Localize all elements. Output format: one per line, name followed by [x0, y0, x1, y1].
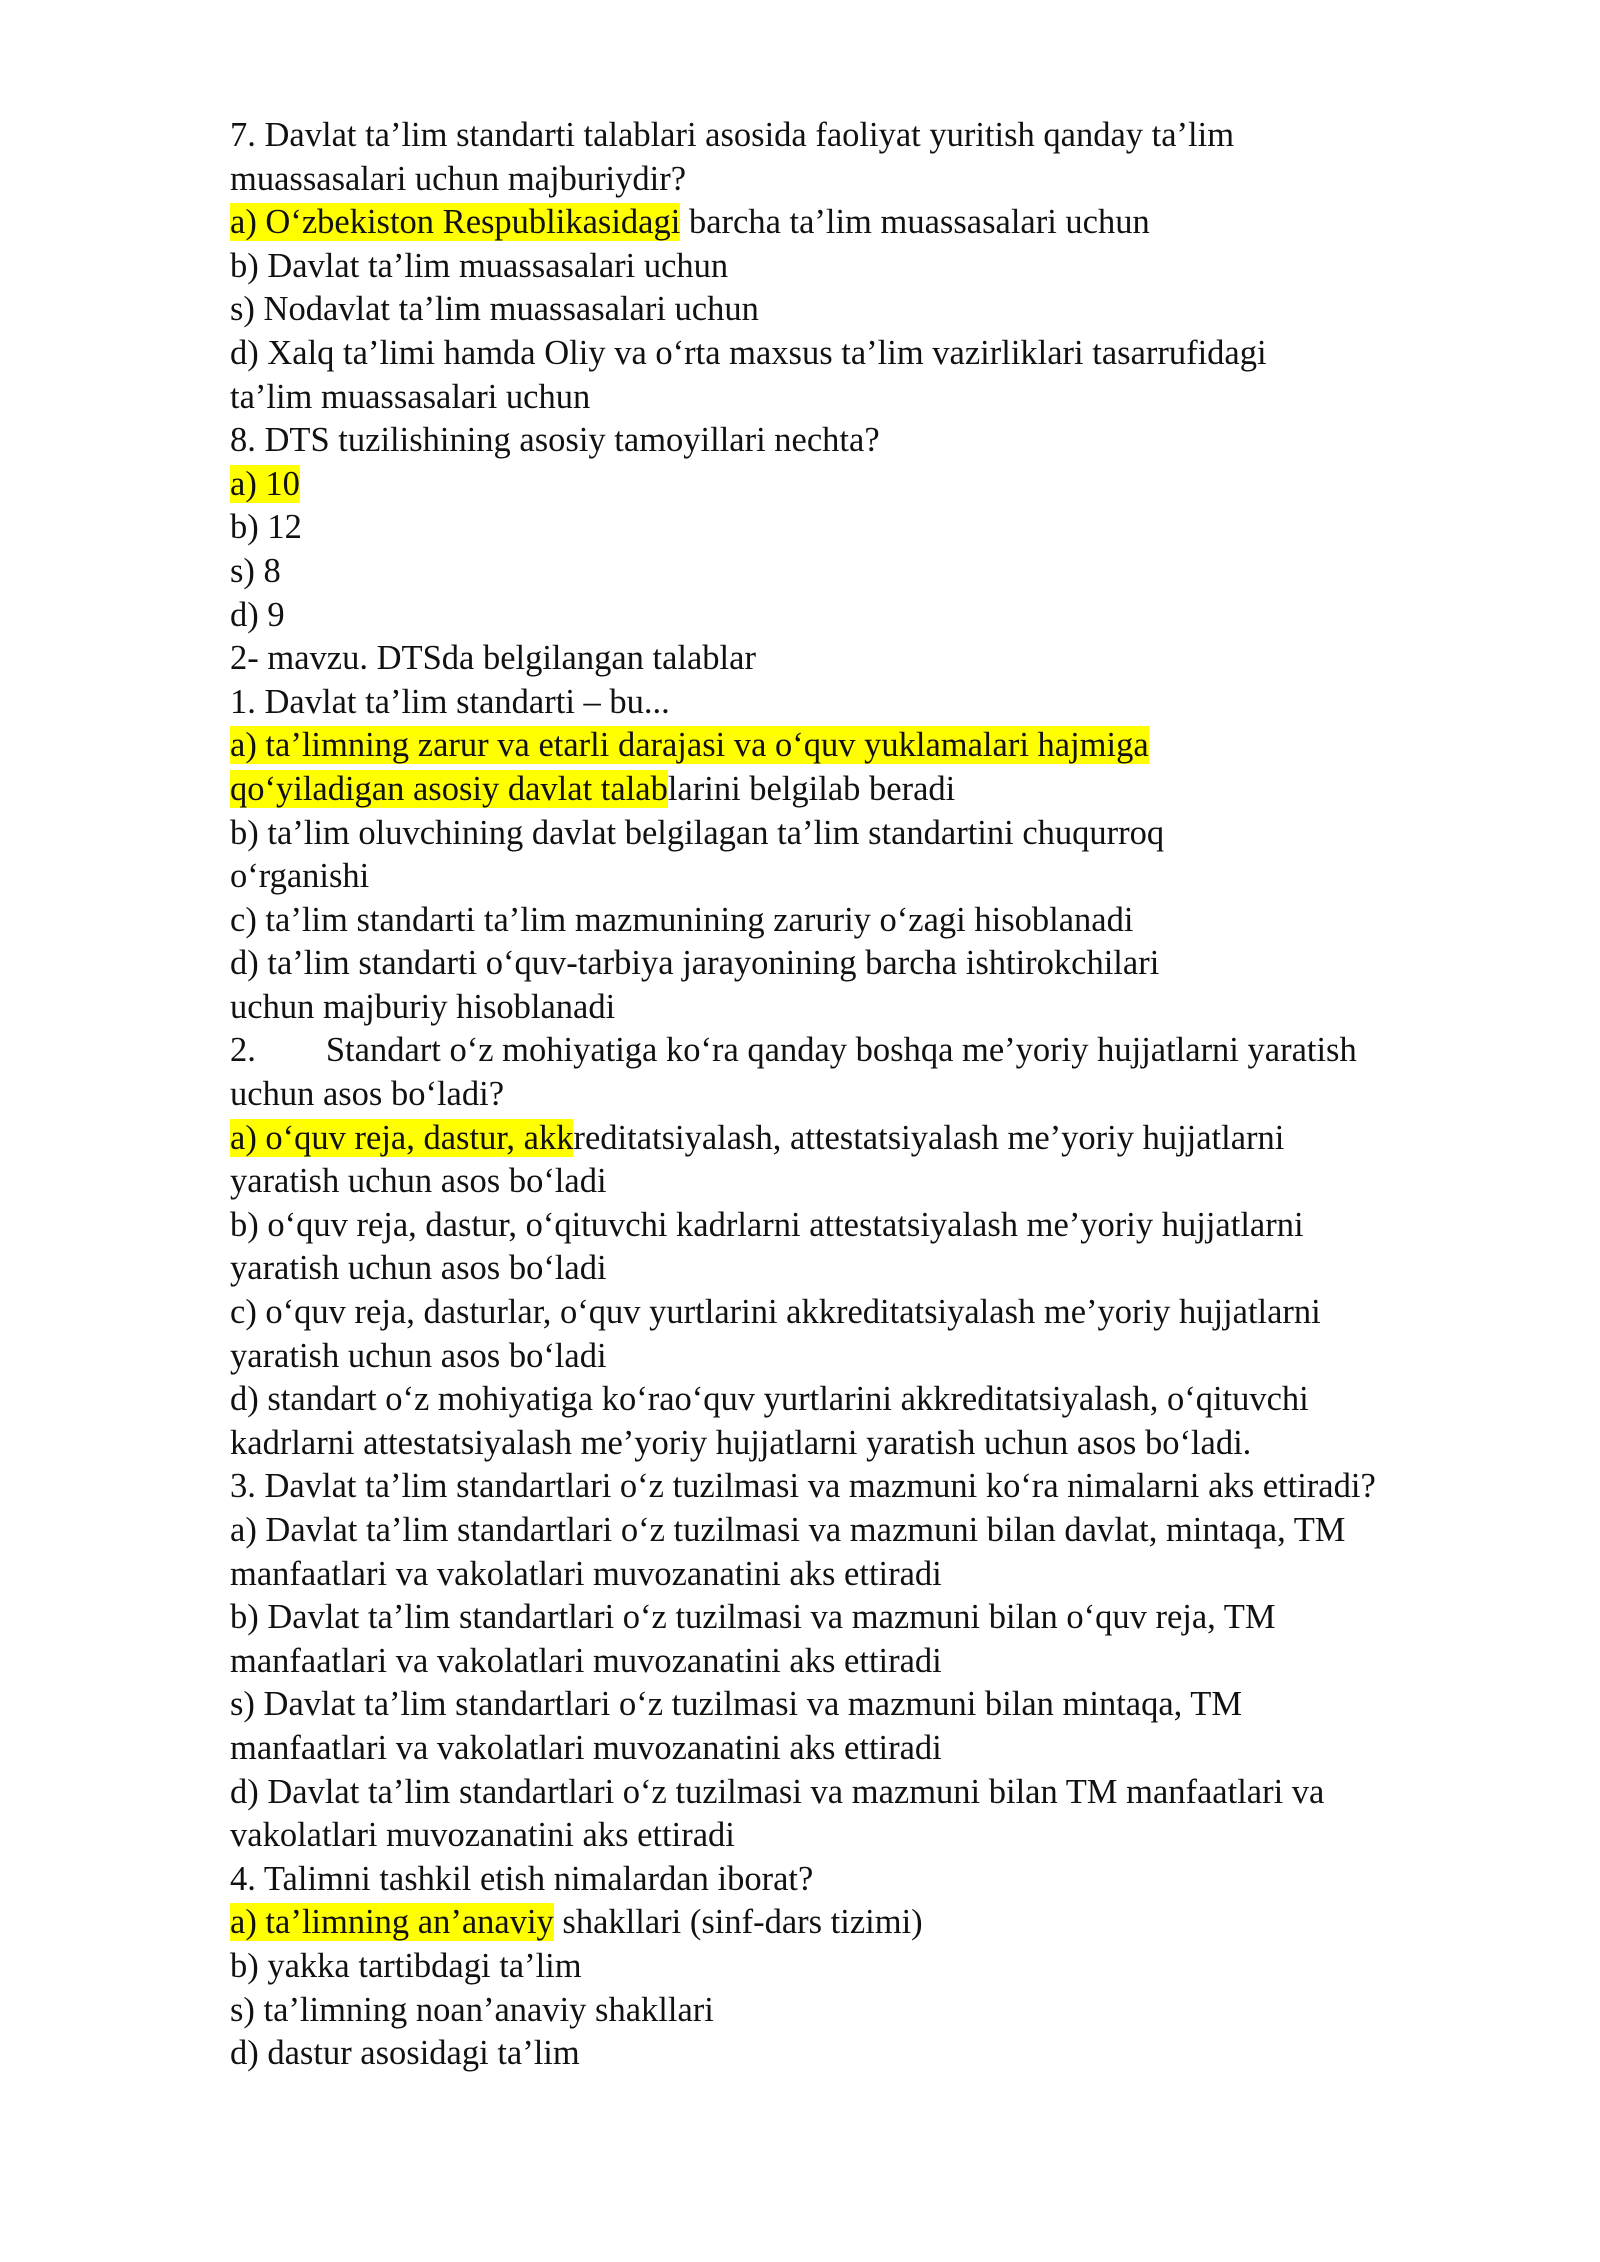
- text-segment: ta’lim muassasalari uchun: [230, 377, 591, 416]
- document-line: [230, 332, 1560, 376]
- document-line: [230, 1465, 1560, 1509]
- document-line: [230, 1814, 1560, 1858]
- document-line: [230, 942, 1560, 986]
- text-segment: manfaatlari va vakolatlari muvozanatini aks ettiradi: [230, 1641, 942, 1680]
- document-body: [230, 114, 1560, 2076]
- document-line: [230, 1117, 1560, 1161]
- text-segment: a) Davlat ta’lim standartlari o‘z tuzilmasi va mazmuni bilan davlat, mintaqa, TM: [230, 1511, 1346, 1549]
- document-line: [230, 1683, 1560, 1727]
- text-segment: manfaatlari va vakolatlari muvozanatini aks ettiradi: [230, 1554, 942, 1593]
- text-segment: b) 12: [230, 508, 302, 547]
- text-segment: b) ta’lim oluvchining davlat belgilagan ta’lim standartini chuqurroq: [230, 813, 1165, 852]
- text-segment: s) Nodavlat ta’lim muassasalari uchun: [230, 290, 759, 329]
- document-line: [230, 376, 1560, 420]
- text-segment: manfaatlari va vakolatlari muvozanatini aks ettiradi: [230, 1728, 942, 1767]
- text-segment: d) ta’lim standarti o‘quv-tarbiya jarayonining barcha ishtirokchilari: [230, 944, 1160, 983]
- document-line: [230, 1160, 1560, 1204]
- text-segment: 2- mavzu. DTSda belgilangan talablar: [230, 639, 756, 678]
- text-segment: s) ta’limning noan’anaviy shakllari: [230, 1990, 714, 2029]
- document-line: [230, 1509, 1560, 1553]
- text-segment: 1. Davlat ta’lim standarti – bu...: [230, 682, 670, 721]
- highlighted-answer: a) ta’limning an’anaviy: [230, 1903, 554, 1942]
- text-segment: d) Xalq ta’limi hamda Oliy va o‘rta maxsus ta’lim vazirliklari tasarrufidagi: [230, 333, 1267, 372]
- document-line: [230, 201, 1560, 245]
- text-segment: barcha ta’lim muassasalari uchun: [680, 203, 1150, 242]
- text-segment: d) Davlat ta’lim standartlari o‘z tuzilmasi va mazmuni bilan TM manfaatlari va: [230, 1772, 1325, 1811]
- text-segment: b) Davlat ta’lim muassasalari uchun: [230, 246, 729, 285]
- document-line: [230, 1247, 1560, 1291]
- document-line: [230, 1073, 1560, 1117]
- document-line: [230, 986, 1560, 1030]
- document-line: [230, 1335, 1560, 1379]
- document-line: [230, 1640, 1560, 1684]
- document-line: [230, 1029, 1560, 1073]
- document-line: [230, 681, 1560, 725]
- text-segment: o‘rganishi: [230, 857, 370, 896]
- text-segment: uchun majburiy hisoblanadi: [230, 987, 616, 1026]
- document-line: [230, 899, 1560, 943]
- text-segment: vakolatlari muvozanatini aks ettiradi: [230, 1816, 735, 1855]
- document-line: [230, 1945, 1560, 1989]
- text-segment: 4. Talimni tashkil etish nimalardan iborat?: [230, 1859, 814, 1898]
- text-segment: muassasalari uchun majburiydir?: [230, 159, 687, 198]
- document-line: [230, 812, 1560, 856]
- document-line: [230, 855, 1560, 899]
- document-line: [230, 1989, 1560, 2033]
- text-segment: 2.: [230, 1031, 256, 1070]
- document-line: [230, 1378, 1560, 1422]
- document-line: [230, 245, 1560, 289]
- document-line: [230, 463, 1560, 507]
- text-segment: s) 8: [230, 551, 281, 590]
- document-line: [230, 1553, 1560, 1597]
- document-line: [230, 768, 1560, 812]
- text-segment: d) 9: [230, 595, 285, 634]
- text-segment: kadrlarni attestatsiyalash me’yoriy hujjatlarni yaratish uchun asos bo‘ladi.: [230, 1423, 1252, 1462]
- text-segment: shakllari (sinf-dars tizimi): [553, 1903, 923, 1942]
- text-segment: larini belgilab beradi: [667, 769, 956, 808]
- text-segment: c) o‘quv reja, dasturlar, o‘quv yurtlarini akkreditatsiyalash me’yoriy hujjatlarni: [230, 1293, 1321, 1332]
- document-line: [230, 288, 1560, 332]
- document-line: [230, 1858, 1560, 1902]
- highlighted-answer: a) ta’limning zarur va etarli darajasi va o‘quv yuklamalari hajmiga: [230, 726, 1149, 765]
- document-line: [230, 594, 1560, 638]
- document-line: [230, 1596, 1560, 1640]
- document-line: [230, 724, 1560, 768]
- text-segment: yaratish uchun asos bo‘ladi: [230, 1336, 607, 1375]
- document-line: [230, 2032, 1560, 2076]
- text-segment: s) Davlat ta’lim standartlari o‘z tuzilmasi va mazmuni bilan mintaqa, TM: [230, 1685, 1243, 1724]
- text-segment: 3. Davlat ta’lim standartlari o‘z tuzilmasi va mazmuni ko‘ra nimalarni aks ettiradi?: [230, 1467, 1376, 1506]
- highlighted-answer: a) o‘quv reja, dastur, akk: [230, 1118, 574, 1157]
- document-line: [230, 1422, 1560, 1466]
- text-segment: c) ta’lim standarti ta’lim mazmunining zaruriy o‘zagi hisoblanadi: [230, 900, 1134, 939]
- highlighted-answer: qo‘yiladigan asosiy davlat talab: [230, 769, 668, 808]
- document-line: [230, 1901, 1560, 1945]
- document-line: [230, 1204, 1560, 1248]
- text-segment: b) yakka tartibdagi ta’lim: [230, 1946, 582, 1985]
- document-line: [230, 419, 1560, 463]
- text-segment: d) dastur asosidagi ta’lim: [230, 2034, 580, 2073]
- text-segment: yaratish uchun asos bo‘ladi: [230, 1249, 607, 1288]
- document-line: [230, 637, 1560, 681]
- text-segment: 7. Davlat ta’lim standarti talablari asosida faoliyat yuritish qanday ta’lim: [230, 116, 1235, 154]
- text-segment: uchun asos bo‘ladi?: [230, 1075, 505, 1114]
- document-line: [230, 158, 1560, 202]
- document-line: [230, 114, 1560, 158]
- text-segment: yaratish uchun asos bo‘ladi: [230, 1162, 607, 1201]
- highlighted-answer: a) O‘zbekiston Respublikasidagi: [230, 203, 681, 242]
- document-line: [230, 1771, 1560, 1815]
- text-segment: reditatsiyalash, attestatsiyalash me’yoriy hujjatlarni: [573, 1118, 1285, 1157]
- document-line: [230, 550, 1560, 594]
- text-segment: d) standart o‘z mohiyatiga ko‘rao‘quv yurtlarini akkreditatsiyalash, o‘qituvchi: [230, 1380, 1309, 1419]
- text-segment: b) Davlat ta’lim standartlari o‘z tuzilmasi va mazmuni bilan o‘quv reja, TM: [230, 1598, 1276, 1637]
- text-segment: 8. DTS tuzilishining asosiy tamoyillari nechta?: [230, 421, 880, 460]
- highlighted-answer: a) 10: [230, 464, 300, 503]
- document-line: [230, 506, 1560, 550]
- document-line: [230, 1727, 1560, 1771]
- text-segment: b) o‘quv reja, dastur, o‘qituvchi kadrlarni attestatsiyalash me’yoriy hujjatlarni: [230, 1205, 1304, 1244]
- document-line: [230, 1291, 1560, 1335]
- text-segment: Standart o‘z mohiyatiga ko‘ra qanday boshqa me’yoriy hujjatlarni yaratish: [325, 1031, 1357, 1070]
